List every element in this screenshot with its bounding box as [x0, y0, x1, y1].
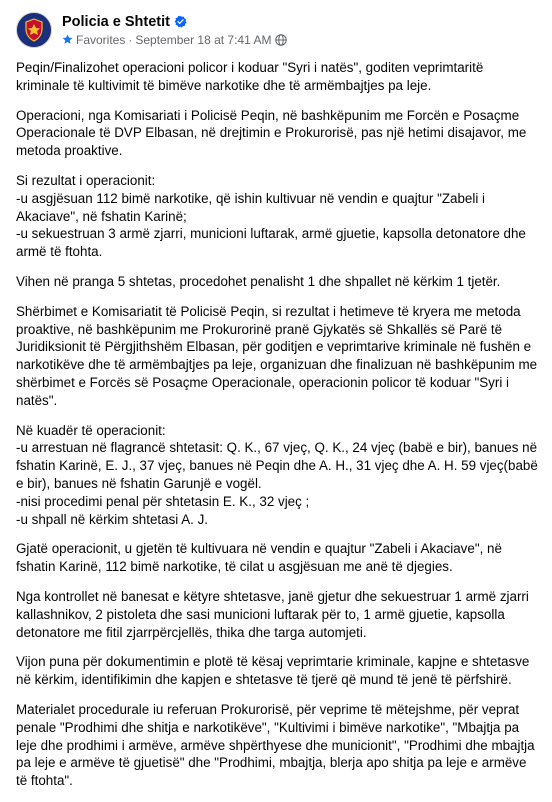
- post-paragraph: Peqin/Finalizohet operacioni policor i koduar "Syri i natës", goditen veprimtaritë kriminale të kultivimit të bimëve narkotike dhe të armëmbajtjes pa leje.: [16, 60, 484, 93]
- post-paragraph: Vijon puna për dokumentimin e plotë të kësaj veprimtarie kriminale, kapjne e shtetasve në kërkim, identifikimin dhe kapjen e shtetasve të tjerë që mund të jenë të përfshirë.: [16, 654, 530, 688]
- post-paragraph: Vihen në pranga 5 shtetas, procedohet penalisht 1 dhe shpallet në kërkim 1 tjetër.: [16, 273, 501, 289]
- post-paragraph: Nga kontrollet në banesat e këtyre shtetasve, janë gjetur dhe sekuestruar 1 armë zjarri kallashnikov, 2 pistoleta dhe sasi municioni luftarak për to, 1 armë gjuetie, kapsolla detonatore me fitil zjarrpërcjellës, thika dhe targa automjeti.: [16, 588, 529, 640]
- favorites-label[interactable]: Favorites: [76, 32, 126, 47]
- post-body: [16, 59, 538, 802]
- post-paragraph: Gjatë operacionit, u gjetën të kultivuara në vendin e quajtur "Zabeli i Akaciave", në fshatin Karinë, 112 bimë narkotike, të cilat u asgjësuan me anë të djegies.: [16, 541, 502, 575]
- name-row: [62, 13, 287, 31]
- meta-separator: ·: [128, 32, 133, 47]
- post-paragraph: Në kuadër të operacionit: -u arrestuan në flagrancë shtetasit: Q. K., 67 vjeç, Q. K., 24 vjeç (babë e bir), banues në fshatin Karinë, E. J., 37 vjeç, banues në Peqin dhe A. H., 31 vjeç dhe A. H. 59 vjeç(babë e bir), banues në fshatin Garunjë e vogël. -nisi procedimi penal për shtetasin E. K., 32 vjeç ; -u shpall në kërkim shtetasi A. J.: [16, 422, 538, 527]
- star-icon: [62, 34, 73, 45]
- post-paragraph: Si rezultat i operacionit: -u asgjësuan 112 bimë narkotike, që ishin kultivuar në vendin e quajtur "Zabeli i Akaciave", në fshatin Karinë; -u sekuestruan 3 armë zjarri, municioni luftarak, armë gjuetie, kapsolla detonatore dhe armë të ftohta.: [16, 172, 526, 260]
- verified-badge-icon: [174, 15, 187, 28]
- post-header: [16, 10, 287, 50]
- post-paragraph: Operacioni, nga Komisariati i Policisë Peqin, në bashkëpunim me Forcën e Posaçme Operacionale të DVP Elbasan, në drejtimin e Prokurorisë, pas një hetimi disajavor, me metoda proaktive.: [16, 107, 527, 159]
- post-meta: [62, 32, 287, 48]
- header-text: [62, 13, 287, 48]
- post-timestamp[interactable]: September 18 at 7:41 AM: [135, 32, 272, 47]
- police-badge-icon: [17, 13, 51, 47]
- page-avatar[interactable]: [16, 12, 52, 48]
- page-name-link[interactable]: Policia e Shtetit: [62, 13, 170, 30]
- globe-icon[interactable]: [275, 34, 287, 46]
- post-paragraph: Shërbimet e Komisariatit të Policisë Peqin, si rezultat i hetimeve të kryera me metoda proaktive, në bashkëpunim me Prokurorinë pranë Gjykatës së Shkallës së Parë të Juridiksionit të Përgjithshëm Elbasan, për goditjen e veprimtarive kriminale në fushën e narkotikëve dhe të armëmbajtjes pa leje, organizuan dhe finalizuan në bashkëpunim me shërbimet e Forcës së Posaçme Operacionale, operacionin policor të koduar "Syri i natës".: [16, 303, 538, 408]
- post-paragraph: Materialet procedurale iu referuan Prokurorisë, për veprime të mëtejshme, për veprat penale "Prodhimi dhe shitja e narkotikëve", "Kultivimi i bimëve narkotike", "Mbajtja pa leje dhe prodhimi i armëve, armëve shpërthyese dhe municionit", "Prodhimi dhe mbajtja pa leje e armëve të gjuetisë" dhe "Prodhimi, mbajtja, blerja apo shitja pa leje e armëve të ftohta".: [16, 701, 535, 789]
